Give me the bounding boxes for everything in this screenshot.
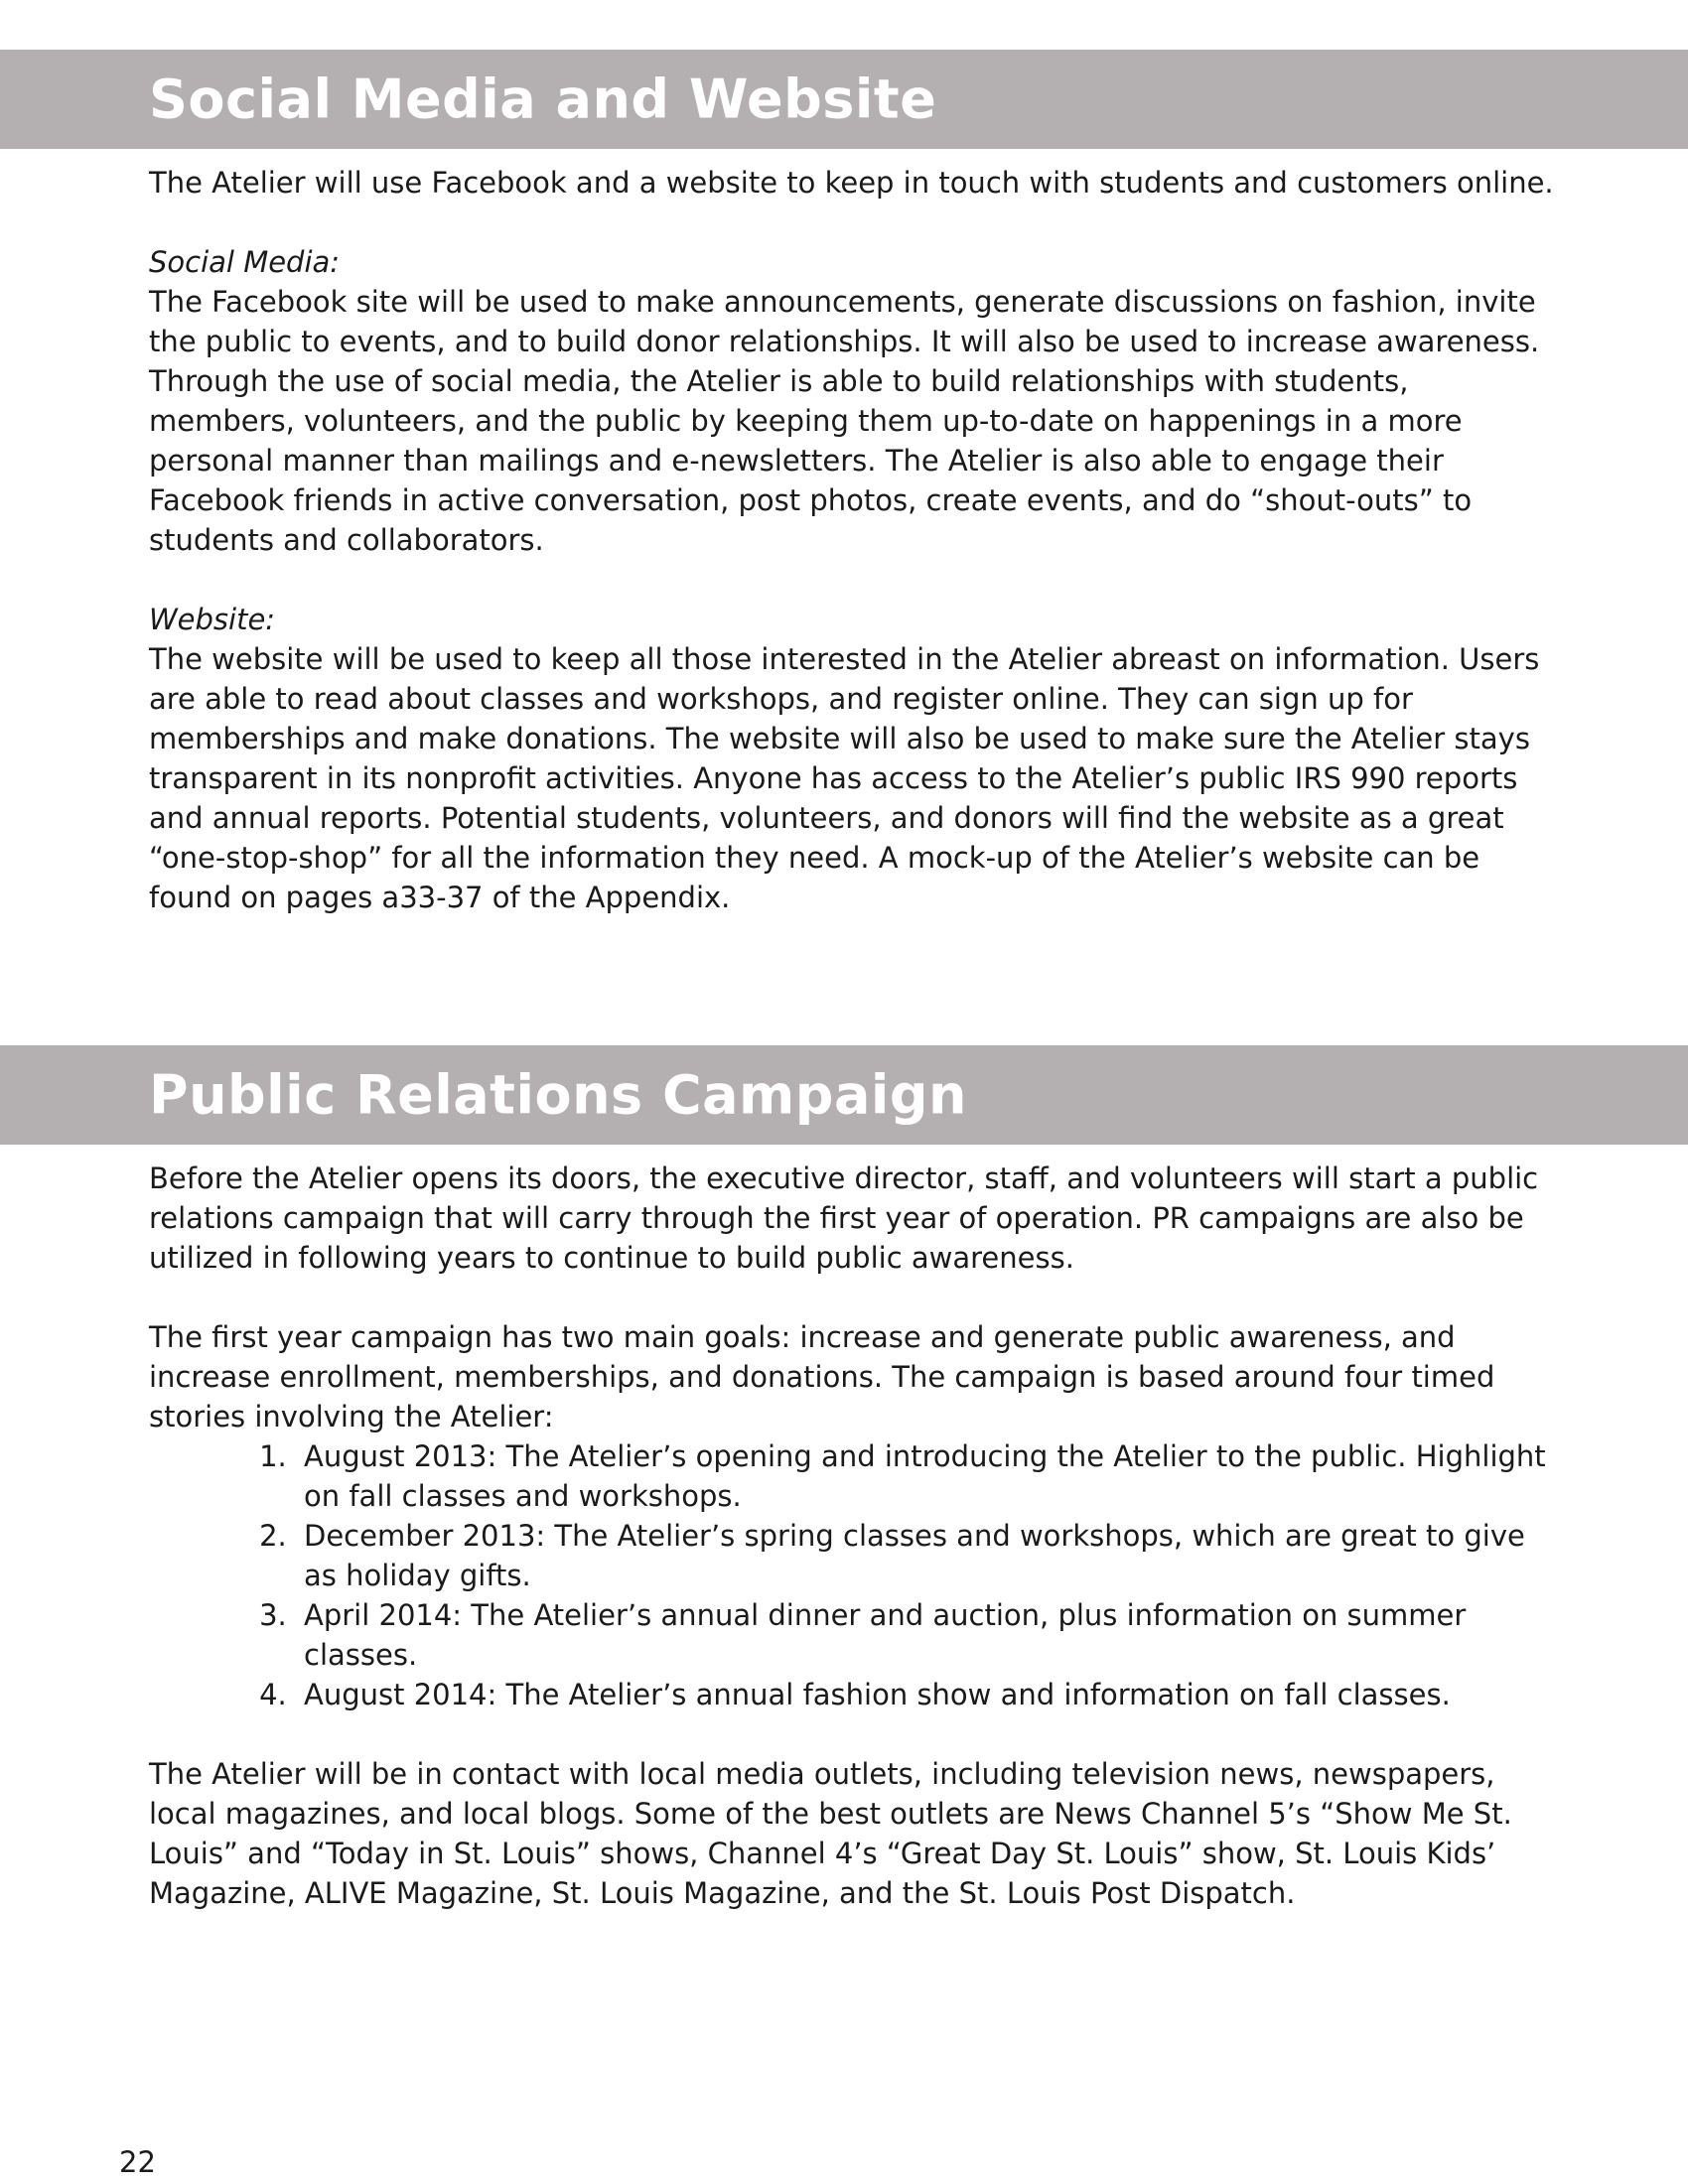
pr-goals-paragraph: The first year campaign has two main goals: increase and generate public awareness, and increase enrollment, memberships, and donations. The campaign is based around four timed stories involving the Atelier: <box>149 1320 1495 1433</box>
section-title-social-media: Social Media and Website <box>149 68 937 131</box>
section-banner-social-media <box>0 50 1688 149</box>
website-subheading: Website: <box>149 603 276 636</box>
list-item: 4. August 2014: The Atelier’s annual fashion show and information on fall classes. <box>296 1675 1559 1714</box>
list-item: 2. December 2013: The Atelier’s spring classes and workshops, which are great to give as holiday gifts. <box>296 1516 1559 1595</box>
page-number: 22 <box>119 2145 156 2179</box>
section-content-public-relations <box>149 1159 1559 1913</box>
social-media-subheading: Social Media: <box>149 245 341 279</box>
section-banner-public-relations <box>0 1045 1688 1145</box>
pr-intro-paragraph: Before the Atelier opens its doors, the executive director, staff, and volunteers will start a public relations campaign that will carry through the first year of operation. PR campaigns are also be utilized in following years to continue to build public awareness. <box>149 1161 1539 1275</box>
timed-stories-list <box>149 1436 1559 1714</box>
media-outlets-paragraph: The Atelier will be in contact with local media outlets, including television news, newspapers, local magazines, and local blogs. Some of the best outlets are News Channel 5’s “Show Me St. Louis” and “Today in St. Louis” shows, Channel 4’s “Great Day St. Louis” show, St. Louis Kids’ Magazine, ALIVE Magazine, St. Louis Magazine, and the St. Louis Post Dispatch. <box>149 1757 1512 1910</box>
intro-paragraph: The Atelier will use Facebook and a website to keep in touch with students and customers online. <box>149 166 1554 200</box>
social-media-paragraph: The Facebook site will be used to make announcements, generate discussions on fashion, invite the public to events, and to build donor relationships. It will also be used to increase awareness. Through the use of social media, the Atelier is able to build relationships with students, members, volunteers, and the public by keeping them up-to-date on happenings in a more personal manner than mailings and e-newsletters. The Atelier is also able to engage their Facebook friends in active conversation, post photos, create events, and do “shout-outs” to students and collaborators. <box>149 285 1540 557</box>
list-item: 3. April 2014: The Atelier’s annual dinner and auction, plus information on summer classes. <box>296 1595 1559 1675</box>
section-title-public-relations: Public Relations Campaign <box>149 1063 968 1127</box>
section-content-social-media <box>149 163 1559 917</box>
list-item: 1. August 2013: The Atelier’s opening and introducing the Atelier to the public. Highlight on fall classes and workshops. <box>296 1436 1559 1516</box>
website-paragraph: The website will be used to keep all those interested in the Atelier abreast on information. Users are able to read about classes and workshops, and register online. They can sign up for memberships and make donations. The website will also be used to make sure the Atelier stays transparent in its nonprofit activities. Anyone has access to the Atelier’s public IRS 990 reports and annual reports. Potential students, volunteers, and donors will find the website as a great “one-stop-shop” for all the information they need. A mock-up of the Atelier’s website can be found on pages a33-37 of the Appendix. <box>149 642 1540 914</box>
